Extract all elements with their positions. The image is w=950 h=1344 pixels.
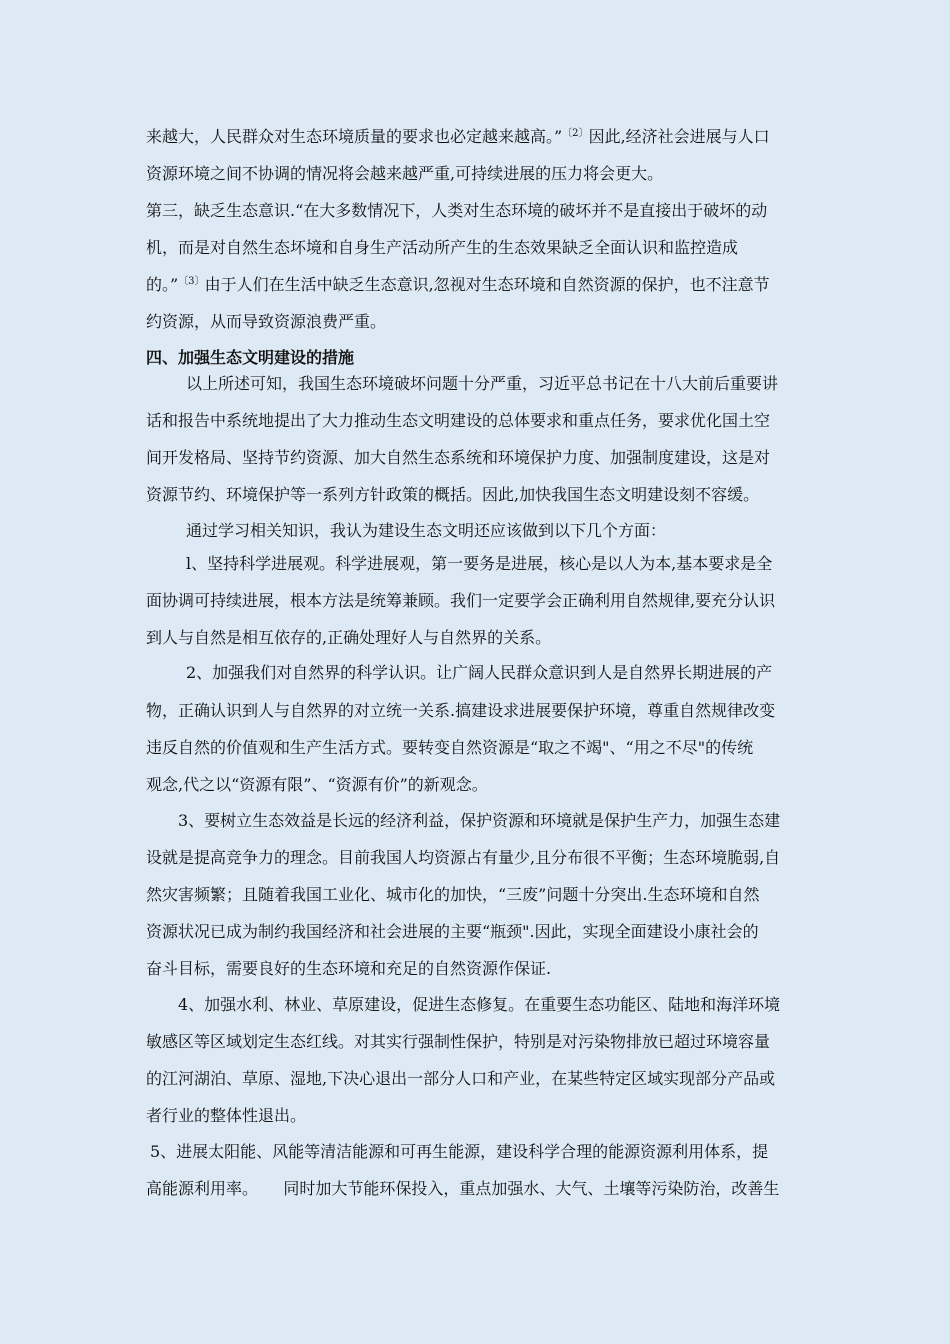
paragraph-line: 资源状况已成为制约我国经济和社会进展的主要“瓶颈".因此，实现全面建设小康社会的 <box>146 922 759 941</box>
paragraph-line: 来越大，人民群众对生态环境质量的要求也必定越来越高。”$^{〔2〕}$因此,经济社会进展与人口 <box>146 127 770 146</box>
paragraph-line: 4、加强水利、林业、草原建设，促进生态修复。在重要生态功能区、陆地和海洋环境 <box>178 995 781 1014</box>
paragraph-line: 资源环境之间不协调的情况将会越来越严重,可持续进展的压力将会更大。 <box>146 164 664 183</box>
paragraph-line: 间开发格局、坚持节约资源、加大自然生态系统和环境保护力度、加强制度建设，这是对 <box>146 448 771 467</box>
paragraph-line: 物，正确认识到人与自然界的对立统一关系.搞建设求进展要保护环境，尊重自然规律改变 <box>146 701 776 720</box>
paragraph-line: 资源节约、环境保护等一系列方针政策的概括。因此,加快我国生态文明建设刻不容缓。 <box>146 485 760 504</box>
paragraph-line: 的。”$^{〔3〕}$由于人们在生活中缺乏生态意识,忽视对生态环境和自然资源的保护，也不注意节 <box>146 275 770 294</box>
paragraph-line: 约资源，从而导致资源浪费严重。 <box>146 312 387 331</box>
paragraph-line: 5、进展太阳能、风能等清洁能源和可再生能源，建设科学合理的能源资源利用体系，提 <box>150 1142 769 1161</box>
paragraph-line: 第三，缺乏生态意识.“在大多数情况下，人类对生态环境的破坏并不是直接出于破坏的动 <box>146 201 768 220</box>
paragraph-line: 3、要树立生态效益是长远的经济利益，保护资源和环境就是保护生产力，加强生态建 <box>178 811 781 830</box>
paragraph-line: 然灾害频繁；且随着我国工业化、城市化的加快，“三废”问题十分突出.生态环境和自然 <box>146 885 760 904</box>
paragraph-line: 设就是提高竞争力的理念。目前我国人均资源占有量少,且分布很不平衡；生态环境脆弱,自 <box>146 848 781 867</box>
citation-marker: 〔3〕 <box>178 276 205 287</box>
citation-marker: 〔2〕 <box>562 128 589 139</box>
paragraph-line: 机，而是对自然生态坏境和自身生产活动所产生的生态效果缺乏全面认识和监控造成 <box>146 238 739 257</box>
paragraph-line: 违反自然的价值观和生产生活方式。要转变自然资源是“取之不竭"、“用之不尽"的传统 <box>146 738 754 757</box>
paragraph-line: 以上所述可知，我国生态环境破坏问题十分严重，习近平总书记在十八大前后重要讲 <box>186 374 779 393</box>
paragraph-line: 者行业的整体性退出。 <box>146 1106 307 1125</box>
paragraph-line: 高能源利用率。 同时加大节能环保投入，重点加强水、大气、土壤等污染防治，改善生 <box>146 1179 780 1198</box>
paragraph-line: 到人与自然是相互依存的,正确处理好人与自然界的关系。 <box>146 628 552 647</box>
paragraph-line: 奋斗目标，需要良好的生态环境和充足的自然资源作保证. <box>146 959 552 978</box>
paragraph-line: 面协调可持续进展，根本方法是统筹兼顾。我们一定要学会正确利用自然规律,要充分认识 <box>146 591 776 610</box>
paragraph-line: 话和报告中系统地提出了大力推动生态文明建设的总体要求和重点任务，要求优化国土空 <box>146 411 771 430</box>
paragraph-line: 敏感区等区域划定生态红线。对其实行强制性保护，特别是对污染物排放已超过环境容量 <box>146 1032 771 1051</box>
paragraph-line: 2、加强我们对自然界的科学认识。让广阔人民群众意识到人是自然界长期进展的产 <box>186 663 773 682</box>
paragraph-line: 通过学习相关知识，我认为建设生态文明还应该做到以下几个方面： <box>186 521 667 540</box>
paragraph-line: l、坚持科学进展观。科学进展观，第一要务是进展，核心是以人为本,基本要求是全 <box>186 554 773 573</box>
paragraph-line: 观念,代之以“资源有限”、“资源有价”的新观念。 <box>146 775 488 794</box>
section-heading: 四、加强生态文明建设的措施 <box>146 348 355 367</box>
paragraph-line: 的江河湖泊、草原、湿地,下决心退出一部分人口和产业，在某些特定区域实现部分产品或 <box>146 1069 776 1088</box>
